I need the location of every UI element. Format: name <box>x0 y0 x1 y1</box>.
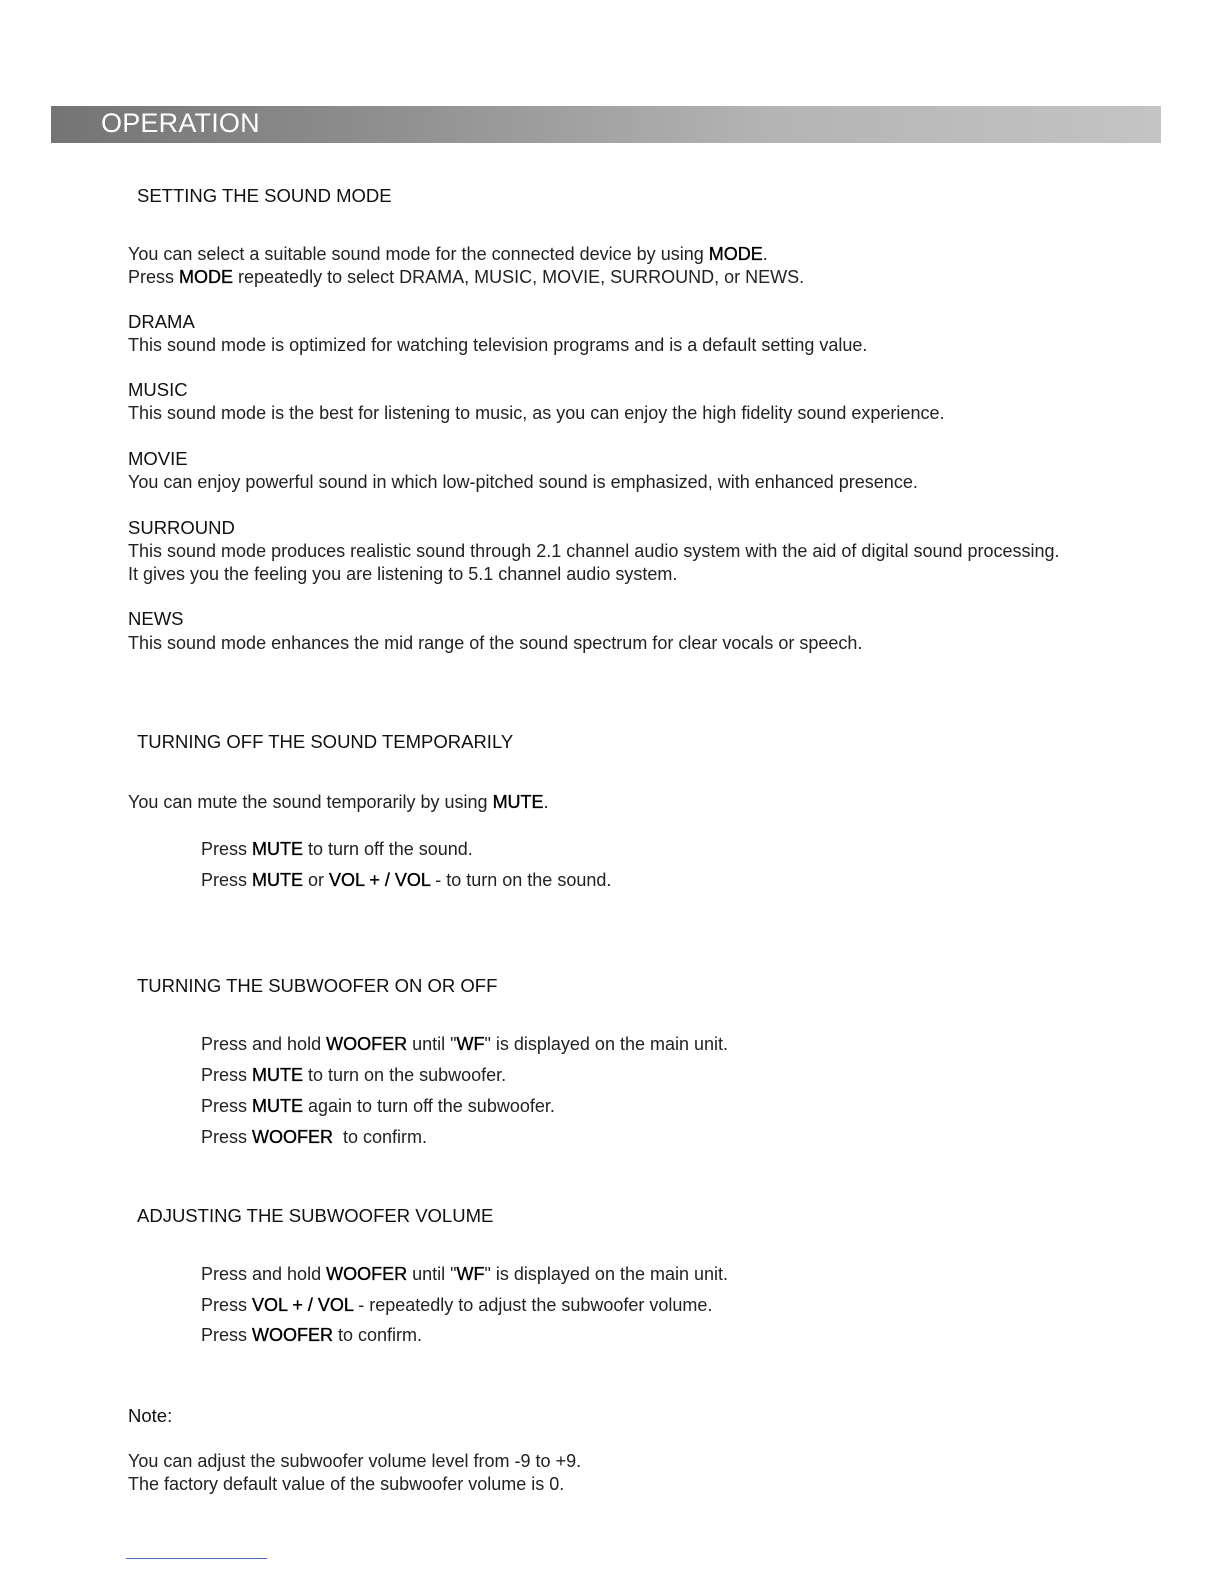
sound-mode-heading: SETTING THE SOUND MODE <box>137 185 392 206</box>
mode-desc-surround: This sound mode produces realistic sound through 2.1 channel audio system with the aid of digital sound processing. <box>128 541 1060 561</box>
subwoofer-volume-heading: ADJUSTING THE SUBWOOFER VOLUME <box>137 1205 494 1226</box>
subwoofer-volume-step-2: Press VOL + / VOL - repeatedly to adjust the subwoofer volume. <box>201 1295 713 1315</box>
mode-desc-music: This sound mode is the best for listening to music, as you can enjoy the high fidelity sound experience. <box>128 403 945 423</box>
section-banner <box>51 106 1161 143</box>
mode-name-drama: DRAMA <box>128 311 195 332</box>
mute-heading: TURNING OFF THE SOUND TEMPORARILY <box>137 731 514 752</box>
subwoofer-volume-step-3: Press WOOFER to confirm. <box>201 1325 423 1345</box>
mode-name-movie: MOVIE <box>128 448 188 469</box>
subwoofer-onoff-step-2: Press MUTE to turn on the subwoofer. <box>201 1065 507 1085</box>
note-line-1: You can adjust the subwoofer volume level from -9 to +9. <box>128 1451 582 1471</box>
note-label: Note: <box>128 1405 173 1426</box>
subwoofer-onoff-step-1: Press and hold WOOFER until "WF" is displayed on the main unit. <box>201 1034 729 1054</box>
mode-desc-news: This sound mode enhances the mid range of the sound spectrum for clear vocals or speech. <box>128 633 863 653</box>
sound-mode-intro-1: You can select a suitable sound mode for the connected device by using MODE. <box>128 244 768 264</box>
note-line-2: The factory default value of the subwoofer volume is 0. <box>128 1474 565 1494</box>
sound-mode-intro-2: Press MODE repeatedly to select DRAMA, MUSIC, MOVIE, SURROUND, or NEWS. <box>128 267 805 287</box>
subwoofer-onoff-step-4: Press WOOFER to confirm. <box>201 1127 428 1147</box>
subwoofer-onoff-step-3: Press MUTE again to turn off the subwoofer. <box>201 1096 555 1116</box>
page-title: OPERATION <box>101 108 260 138</box>
mute-intro: You can mute the sound temporarily by using MUTE. <box>128 792 549 812</box>
mode-desc-movie: You can enjoy powerful sound in which low-pitched sound is emphasized, with enhanced presence. <box>128 472 918 492</box>
mode-desc-drama: This sound mode is optimized for watching television programs and is a default setting value. <box>128 335 868 355</box>
mode-name-surround: SURROUND <box>128 517 235 538</box>
mute-step-1: Press MUTE to turn off the sound. <box>201 839 473 859</box>
mute-step-2: Press MUTE or VOL + / VOL - to turn on the sound. <box>201 870 612 890</box>
subwoofer-onoff-heading: TURNING THE SUBWOOFER ON OR OFF <box>137 975 498 996</box>
mode-name-music: MUSIC <box>128 379 188 400</box>
footer-rule <box>126 1558 267 1559</box>
mode-desc-surround-2: It gives you the feeling you are listening to 5.1 channel audio system. <box>128 564 678 584</box>
mode-name-news: NEWS <box>128 608 184 629</box>
subwoofer-volume-step-1: Press and hold WOOFER until "WF" is displayed on the main unit. <box>201 1264 729 1284</box>
